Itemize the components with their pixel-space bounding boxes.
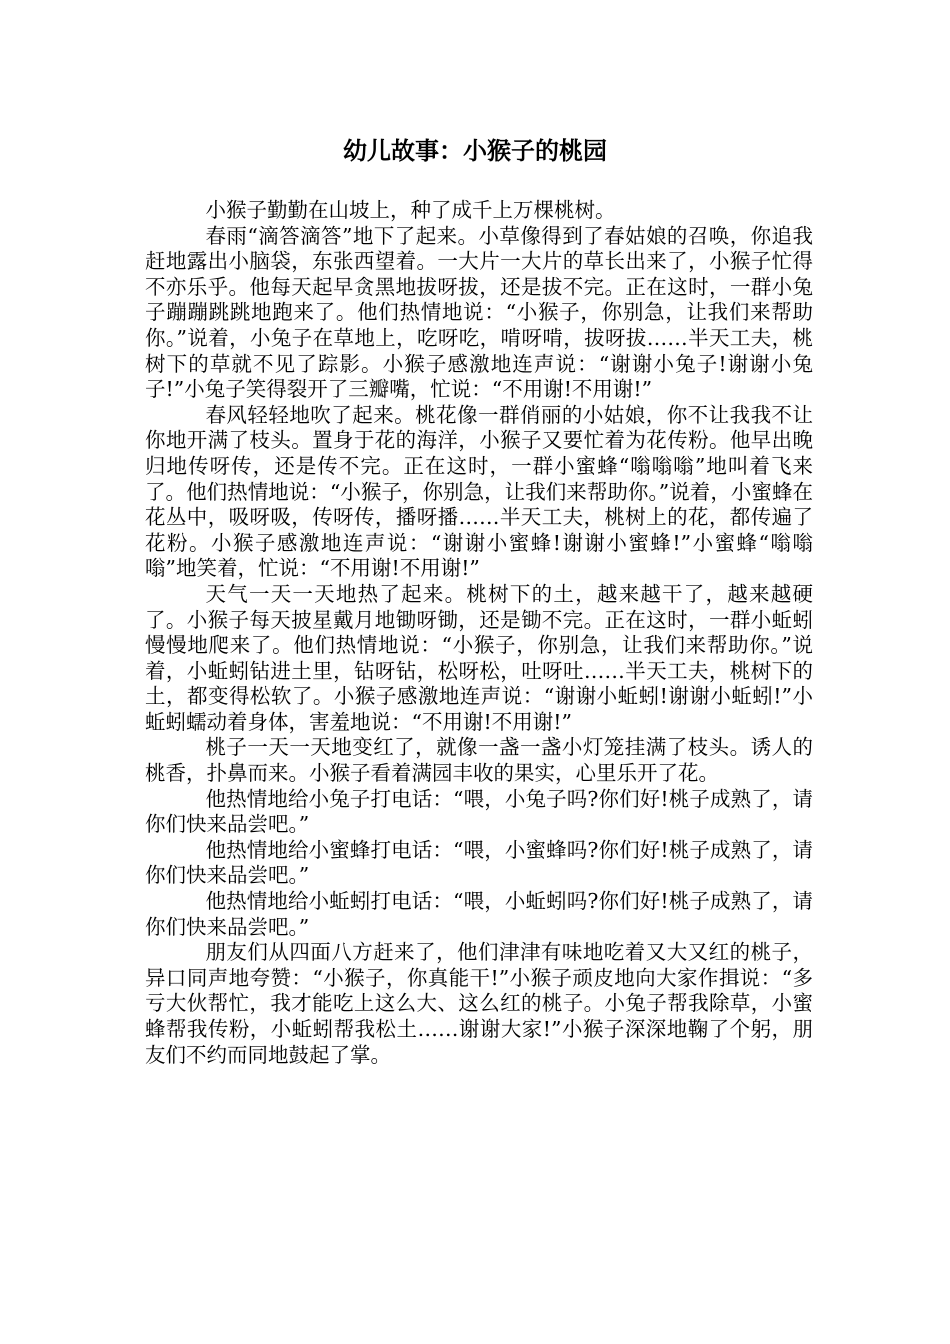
paragraph-3: 春风轻轻地吹了起来。桃花像一群俏丽的小姑娘，你不让我我不让你地开满了枝头。置身于花的海洋，小猴子又要忙着为花传粉。他早出晚归地传呀传，还是传不完。正在这时，一群小蜜蜂“嗡嗡嗡”地叫着飞来了。他们热情地说：“小猴子，你别急，让我们来帮助你。”说着，小蜜蜂在花丛中，吸呀吸，传呀传，播呀播……半天工夫，桃树上的花，都传遍了花粉。小猴子感激地连声说：“谢谢小蜜蜂!谢谢小蜜蜂!”小蜜蜂“嗡嗡嗡”地笑着，忙说：“不用谢!不用谢!” (145, 402, 813, 581)
paragraph-9: 朋友们从四面八方赶来了，他们津津有味地吃着又大又红的桃子，异口同声地夸赞：“小猴子，你真能干!”小猴子顽皮地向大家作揖说：“多亏大伙帮忙，我才能吃上这么大、这么红的桃子。小兔子帮我除草，小蜜蜂帮我传粉，小蚯蚓帮我松土……谢谢大家!”小猴子深深地鞠了个躬，朋友们不约而同地鼓起了掌。 (145, 940, 813, 1067)
paragraph-8: 他热情地给小蚯蚓打电话：“喂，小蚯蚓吗?你们好!桃子成熟了，请你们快来品尝吧。” (145, 889, 813, 939)
paragraph-1: 小猴子勤勤在山坡上，种了成千上万棵桃树。 (205, 198, 616, 222)
document-body (145, 198, 813, 1068)
paragraph-4: 天气一天一天地热了起来。桃树下的土，越来越干了，越来越硬了。小猴子每天披星戴月地锄呀锄，还是锄不完。正在这时，一群小蚯蚓慢慢地爬来了。他们热情地说：“小猴子，你别急，让我们来帮助你。”说着，小蚯蚓钻进土里，钻呀钻，松呀松，吐呀吐……半天工夫，桃树下的土，都变得松软了。小猴子感激地连声说：“谢谢小蚯蚓!谢谢小蚯蚓!”小蚯蚓蠕动着身体，害羞地说：“不用谢!不用谢!” (145, 581, 813, 734)
paragraph-7: 他热情地给小蜜蜂打电话：“喂，小蜜蜂吗?你们好!桃子成熟了，请你们快来品尝吧。” (145, 837, 813, 888)
paragraph-5: 桃子一天一天地变红了，就像一盏一盏小灯笼挂满了枝头。诱人的桃香，扑鼻而来。小猴子看着满园丰收的果实，心里乐开了花。 (145, 735, 813, 786)
paragraph-2: 春雨“滴答滴答”地下了起来。小草像得到了春姑娘的召唤，你追我赶地露出小脑袋，东张西望着。一大片一大片的草长出来了，小猴子忙得不亦乐乎。他每天起早贪黑地拔呀拔，还是拔不完。正在这时，一群小兔子蹦蹦跳跳地跑来了。他们热情地说：“小猴子，你别急，让我们来帮助你。”说着，小兔子在草地上，吃呀吃，啃呀啃，拔呀拔……半天工夫，桃树下的草就不见了踪影。小猴子感激地连声说：“谢谢小兔子!谢谢小兔子!”小兔子笑得裂开了三瓣嘴，忙说：“不用谢!不用谢!” (145, 223, 813, 402)
paragraph-6: 他热情地给小兔子打电话：“喂，小兔子吗?你们好!桃子成熟了，请你们快来品尝吧。” (145, 786, 813, 837)
document-title: 幼儿故事：小猴子的桃园 (343, 137, 607, 165)
